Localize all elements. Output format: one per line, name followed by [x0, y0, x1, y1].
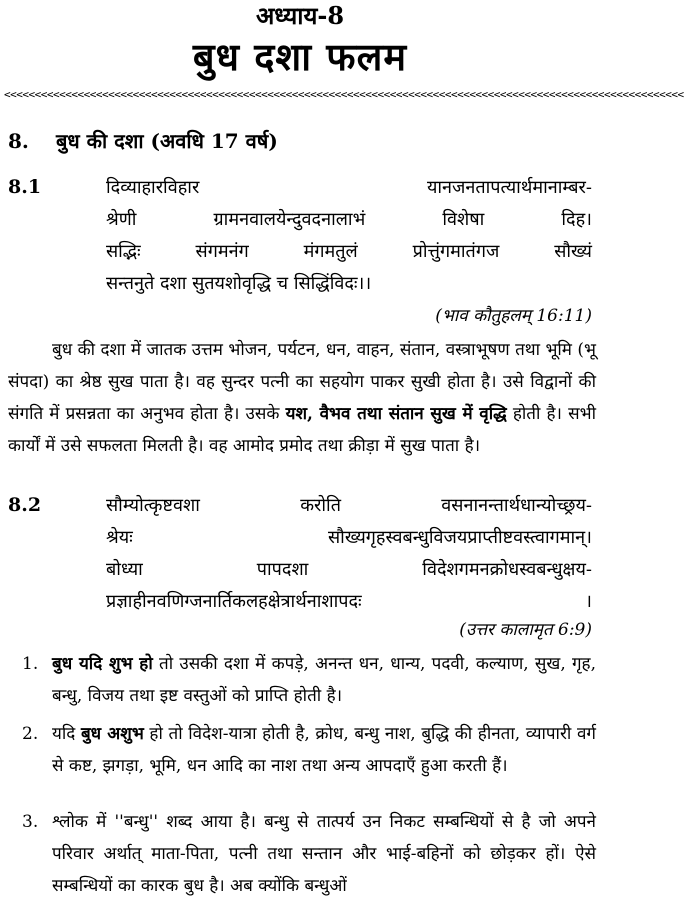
list-number: 3.: [22, 812, 39, 832]
verse-line: प्रज्ञाहीनवणिग्जनार्तिकलहक्षेत्रार्थनाशापदः ।: [106, 591, 592, 612]
verse-line: श्रेणी ग्रामनवालयेन्दुवदनालाभं विशेषा दिह।: [106, 209, 592, 230]
list-bold-text: बुध यदि शुभ हो: [52, 654, 153, 674]
paragraph-bold-text: यश, वैभव तथा संतान सुख में वृद्धि: [285, 404, 507, 424]
section-heading-text: बुध की दशा (अवधि 17 वर्ष): [56, 129, 278, 153]
verse-block: [106, 490, 592, 618]
verse-line: श्रेयः सौख्यगृहस्वबन्धुविजयप्राप्तीष्टवस्त्वागमान्।: [106, 527, 592, 548]
chapter-label: अध्याय-8: [255, 1, 345, 30]
list-text-rest: श्लोक में ''बन्धु'' शब्द आया है। बन्धु से तात्पर्य उन निकट सम्बन्धियों से है जो अपने परिवार अर्थात् माता-पिता, पत्नी तथा सन्तान और भाई-बहिनों को छोड़कर हों। ऐसे सम्बन्धियों का कारक बुध है। अब क्योंकि बन्धुओं: [52, 812, 596, 896]
list-text-rest: तो उसकी दशा में कपड़े, अनन्त धन, धान्य, पदवी, कल्याण, सुख, गृह, बन्धु, विजय तथा इष्ट वस्तुओं को प्राप्ति होती है।: [52, 654, 596, 706]
list-text-pre: यदि: [52, 724, 81, 744]
decorative-divider: <<<<<<<<<<<<<<<<<<<<<<<<<<<<<<<<<<<<<<<<<<<<<<<<<<<<<<<<<<<<<<<<<<<<<<<<<<<<<<<<<<<<<<<<<<<<<<<<<<<<<<<<<<<<<<<: [4, 88, 684, 101]
section-number: 8.: [8, 129, 29, 153]
verse-source: (भाव कौतुहलम् 16:11): [435, 306, 592, 326]
verse-number: 8.2: [8, 494, 42, 516]
paragraph-text: होती है। सभी कार्यों में उसे सफलता मिलती है। वह आमोद प्रमोद तथा क्रीड़ा में सुख पाता है।: [8, 404, 596, 456]
verse-number: 8.1: [8, 176, 42, 198]
commentary-paragraph: [8, 334, 596, 462]
chapter-title: बुध दशा फलम: [192, 34, 408, 79]
verse-source: (उत्तर कालामृत 6:9): [459, 620, 592, 640]
list-bold-text: बुध अशुभ: [80, 724, 144, 744]
verse-line: सौम्योत्कृष्टवशा करोति वसनानन्तार्थधान्योच्छ्रय-: [106, 495, 592, 516]
section-heading: [8, 126, 588, 156]
verse-line: सद्भिः संगमनंग मंगमतुलं प्रोत्तुंगमातंगज सौख्यं: [106, 241, 592, 262]
list-text: [52, 648, 596, 712]
verse-line: सन्तनुते दशा सुतयशोवृद्धि च सिद्धिंविदः।।: [106, 273, 372, 294]
list-number: 1.: [22, 654, 39, 674]
verse-block: [106, 172, 592, 300]
list-text: [52, 718, 596, 782]
verse-line: दिव्याहारविहार यानजनतापत्यार्थमानाम्बर-: [106, 177, 592, 198]
list-number: 2.: [22, 724, 39, 744]
list-text-rest: हो तो विदेश-यात्रा होती है, क्रोध, बन्धु नाश, बुद्धि की हीनता, व्यापारी वर्ग से कष्ट, झगड़ा, भूमि, धन आदि का नाश तथा अन्य आपदाएँ हुआ करती हैं।: [52, 724, 596, 776]
paragraph-text: बुध की दशा में जातक उत्तम भोजन, पर्यटन, धन, वाहन, संतान, वस्त्राभूषण तथा भूमि (भू संपदा) का श्रेष्ठ सुख पाता है। वह सुन्दर पत्नी का सहयोग पाकर सुखी होता है। उसे विद्वानों की संगति में प्रसन्नता का अनुभव होता है। उसके: [8, 340, 596, 424]
verse-line: बोध्या पापदशा विदेशगमनक्रोधस्वबन्धुक्षय-: [106, 559, 592, 580]
list-text: [52, 806, 596, 902]
